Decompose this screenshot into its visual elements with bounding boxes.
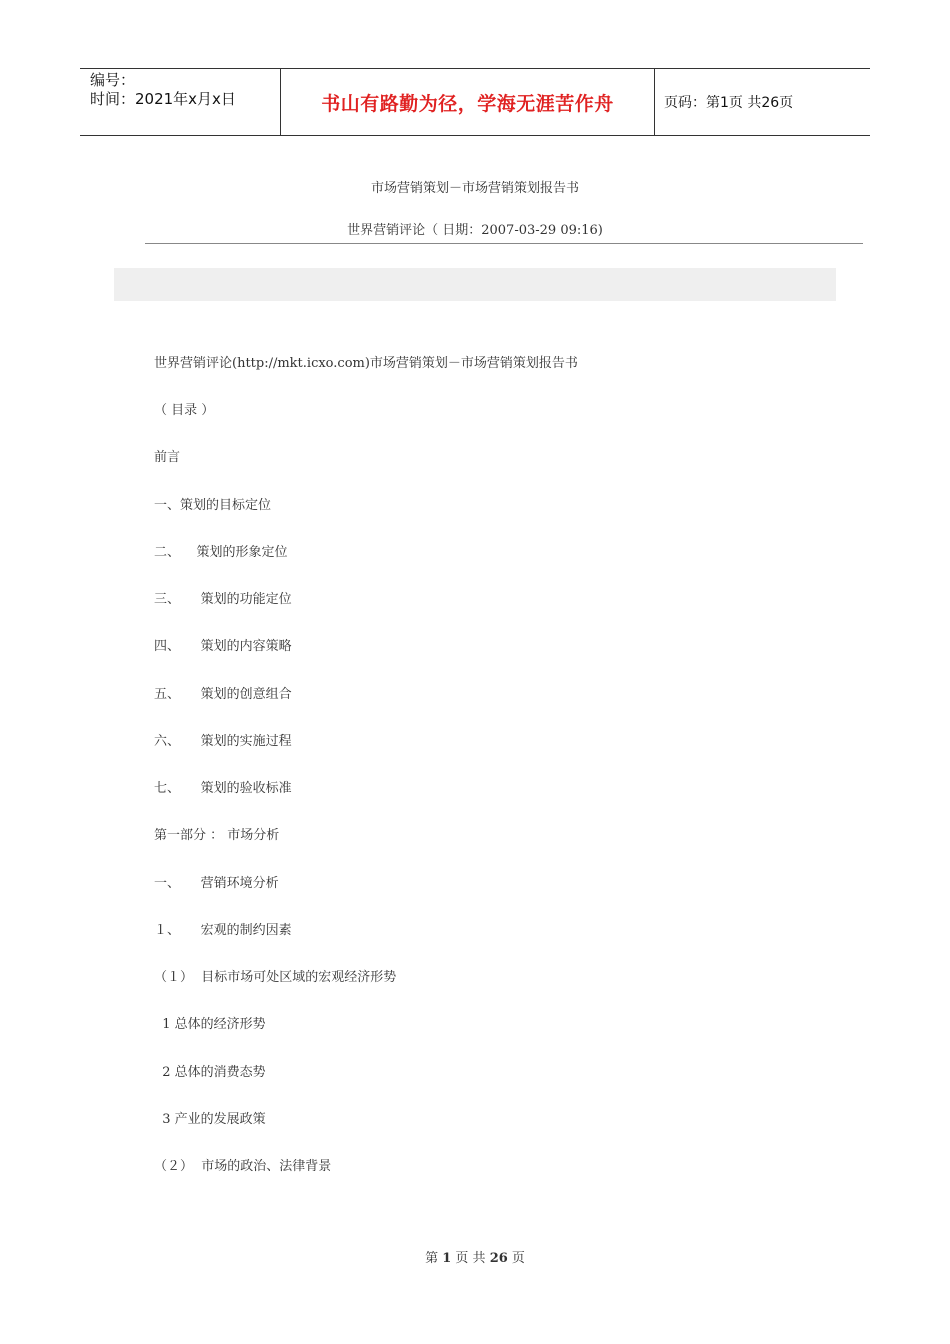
toc-item: 三、 策划的功能定位 <box>154 592 292 607</box>
toc-item: 前言 <box>154 450 181 465</box>
toc-item: （２） 市场的政治、法律背景 <box>154 1159 332 1174</box>
document-time-label: 时间：2021年x月x日 <box>90 90 236 108</box>
toc-item: 一、策划的目标定位 <box>154 498 272 513</box>
title-divider <box>145 243 863 244</box>
toc-item: 一、 营销环境分析 <box>154 876 279 891</box>
header-motto: 书山有路勤为径，学海无涯苦作舟 <box>281 69 655 135</box>
toc-item: 3 产业的发展政策 <box>154 1112 266 1127</box>
toc-item: 五、 策划的创意组合 <box>154 687 292 702</box>
toc-item: １、 宏观的制约因素 <box>154 923 292 938</box>
footer-suffix: 页 <box>511 1251 525 1266</box>
toc-heading: （ 目录 ） <box>154 403 215 418</box>
toc-item: 六、 策划的实施过程 <box>154 734 292 749</box>
header-page-info: 页码：第1页 共26页 <box>664 95 794 111</box>
toc-item: 四、 策划的内容策略 <box>154 639 292 654</box>
header-table <box>80 68 870 136</box>
intro-line: 世界营销评论(http://mkt.icxo.com)市场营销策划－市场营销策划报告书 <box>154 356 578 371</box>
toc-item: 2 总体的消费态势 <box>154 1065 266 1080</box>
document-title: 市场营销策划－市场营销策划报告书 <box>370 181 579 196</box>
footer-prefix: 第 <box>425 1251 439 1266</box>
toc-item: （１） 目标市场可处区域的宏观经济形势 <box>154 970 397 985</box>
grey-banner <box>114 268 836 301</box>
document-number-label: 编号： <box>90 71 136 89</box>
footer-total-pages: 26 <box>489 1251 508 1266</box>
section-heading: 第一部分 ： 市场分析 <box>154 828 280 843</box>
page-footer <box>0 1247 950 1266</box>
toc-item: 1 总体的经济形势 <box>154 1017 266 1032</box>
header-meta-cell <box>80 69 281 135</box>
footer-current-page: 1 <box>442 1251 452 1266</box>
footer-middle: 页 共 <box>455 1251 486 1266</box>
toc-item: 二、 策划的形象定位 <box>154 545 288 560</box>
toc-item: 七、 策划的验收标准 <box>154 781 292 796</box>
document-source: 世界营销评论（ 日期：2007-03-29 09:16) <box>347 223 603 238</box>
